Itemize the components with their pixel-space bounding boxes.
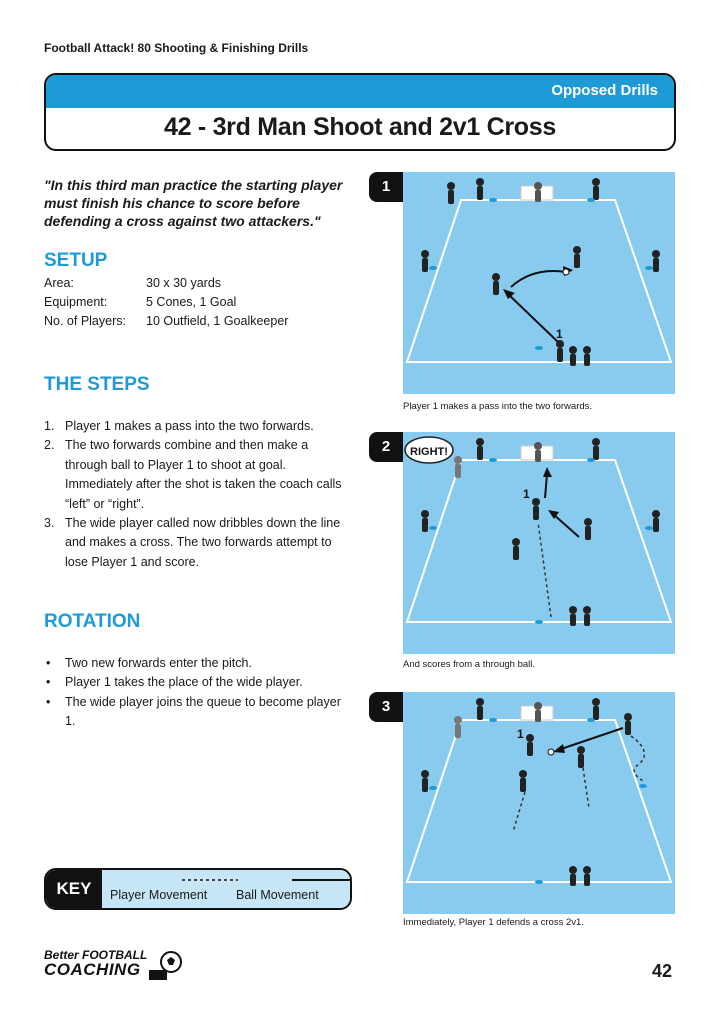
category-label: Opposed Drills (46, 75, 674, 108)
setup-label: Area: (44, 276, 74, 290)
bullet-icon: • (46, 656, 51, 670)
key-body (102, 870, 350, 908)
diagram-caption: Player 1 makes a pass into the two forwards. (403, 401, 593, 412)
rotation-item (44, 654, 354, 673)
diagram-caption: And scores from a through ball. (403, 659, 536, 670)
step-text: The wide player called now dribbles down the line and makes a cross. The two forwards attempt to lose Player 1 and score. (65, 516, 341, 569)
pitch-diagram-2 (403, 432, 675, 654)
rotation-text: Two new forwards enter the pitch. (65, 656, 252, 670)
bullet-icon: • (46, 694, 51, 709)
diagram-key (44, 868, 352, 910)
step-number: 2. (44, 438, 55, 453)
setup-value: 10 Outfield, 1 Goalkeeper (146, 314, 289, 328)
setup-value: 30 x 30 yards (146, 276, 222, 290)
book-title: Football Attack! 80 Shooting & Finishing Drills (44, 41, 309, 55)
diagram-number-badge: 2 (369, 432, 403, 462)
pitch-drawing (403, 692, 675, 914)
rotation-item (44, 693, 354, 732)
setup-row (44, 314, 288, 328)
rotation-heading: ROTATION (44, 611, 141, 632)
football-player-icon (147, 948, 183, 982)
drill-title: 42 - 3rd Man Shoot and 2v1 Cross (164, 113, 556, 141)
steps-heading: THE STEPS (44, 374, 150, 395)
setup-heading: SETUP (44, 250, 108, 271)
bullet-icon: • (46, 675, 51, 690)
setup-row (44, 295, 236, 309)
player-icons (421, 698, 632, 886)
step-number: 3. (44, 516, 55, 531)
player-icons (421, 438, 660, 626)
arrow-line-icon (290, 874, 352, 886)
pitch-diagram-3 (403, 692, 675, 914)
better-football-coaching-logo (44, 948, 147, 980)
step-text: Player 1 makes a pass into the two forwards. (65, 419, 314, 433)
movement-arrows (538, 467, 579, 617)
steps-list (44, 417, 354, 572)
rotation-text: Player 1 takes the place of the wide player. (65, 675, 303, 690)
player-number-label: 1 (556, 327, 563, 341)
cone-icons (429, 198, 653, 350)
cone-icons (429, 458, 653, 624)
logo-bottom-text: COACHING (44, 960, 141, 979)
dashed-line-icon (180, 877, 240, 883)
setup-label: Equipment: (44, 295, 108, 309)
diagram-number-badge: 3 (369, 692, 403, 722)
drill-banner (44, 73, 676, 151)
logo-top-text: Better FOOTBALL (44, 948, 148, 962)
speech-text: RIGHT! (410, 446, 448, 458)
ball-movement-label: Ball Movement (236, 888, 319, 902)
cone-icons (429, 718, 647, 884)
rotation-text: The wide player joins the queue to become player 1. (65, 694, 341, 729)
step-item (44, 417, 354, 436)
setup-row (44, 276, 221, 290)
player-number-label: 1 (517, 727, 524, 741)
player-number-label: 1 (523, 487, 530, 501)
diagram-caption: Immediately, Player 1 defends a cross 2v1. (403, 917, 584, 928)
setup-label: No. of Players: (44, 314, 126, 328)
step-item (44, 436, 354, 514)
page-number: 42 (652, 961, 673, 981)
pitch-diagram-1 (403, 172, 675, 394)
setup-value: 5 Cones, 1 Goal (146, 295, 237, 309)
intro-quote: "In this third man practice the starting player must finish his chance to score before defending a cross against two attackers." (44, 177, 343, 229)
player-movement-label: Player Movement (110, 888, 208, 902)
pitch-drawing (403, 432, 675, 654)
rotation-list (44, 654, 354, 732)
diagram-number-badge: 1 (369, 172, 403, 202)
rotation-item (44, 673, 354, 692)
key-label: KEY (46, 870, 102, 908)
step-item (44, 514, 354, 572)
pitch-drawing (403, 172, 675, 394)
step-text: The two forwards combine and then make a through ball to Player 1 to shoot at goal. Immediately after the shot is taken the coach calls “left” or “right”. (65, 438, 342, 511)
step-number: 1. (44, 419, 55, 433)
